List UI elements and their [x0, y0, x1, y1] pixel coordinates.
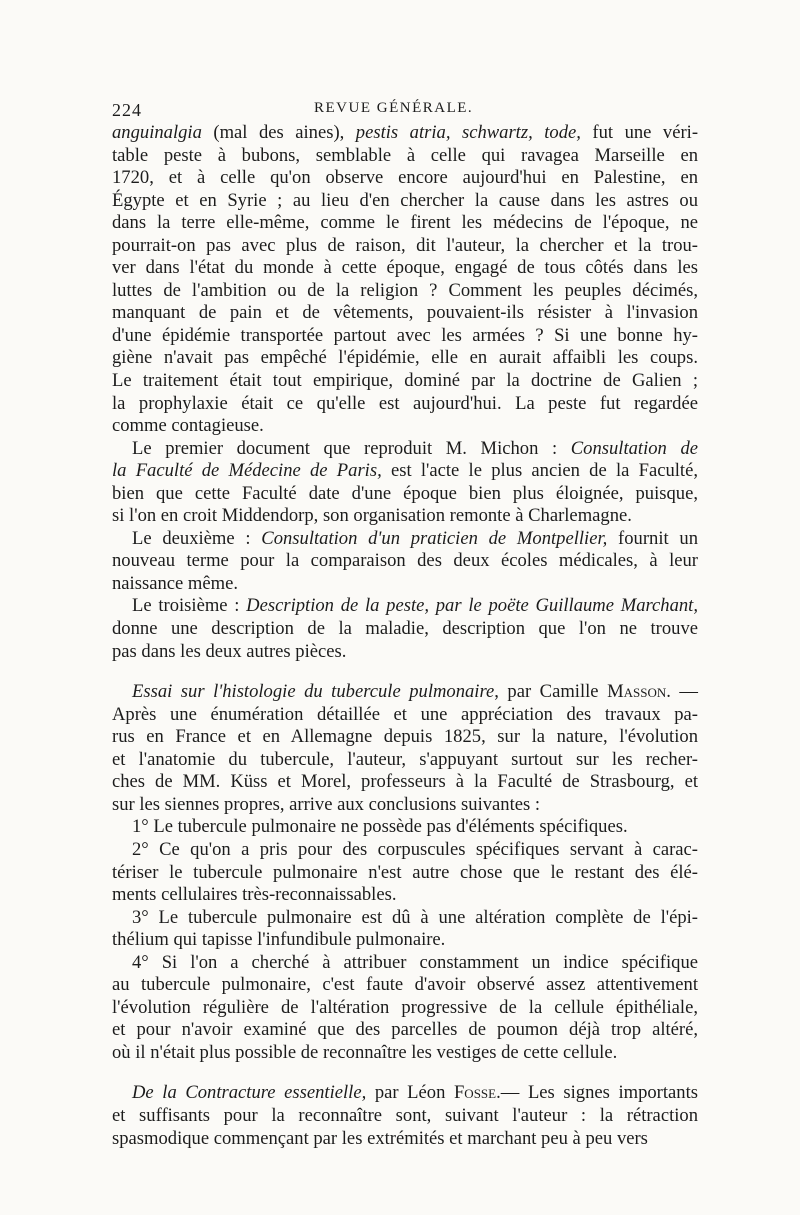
- text-line: [112, 280, 698, 303]
- body-text: [112, 122, 698, 1150]
- paragraph: [112, 528, 698, 596]
- text-line: [112, 1042, 698, 1065]
- text-line: [112, 528, 698, 551]
- text-line: [112, 122, 698, 145]
- text-segment: naissance même.: [112, 572, 238, 594]
- conclusion-item: [112, 952, 698, 1065]
- text-segment: l'évolution régulière de l'altération progressive de la cellule épithéliale,: [112, 996, 698, 1018]
- emphasis-text: la Faculté de Médecine de Paris,: [112, 460, 382, 482]
- text-line: [112, 839, 698, 862]
- text-line: [112, 505, 698, 528]
- text-line: [112, 641, 698, 664]
- text-segment: , par Camille: [494, 681, 608, 703]
- text-line: [112, 257, 698, 280]
- page: [112, 100, 698, 1150]
- text-line: [112, 974, 698, 997]
- text-line: [112, 145, 698, 168]
- text-segment: la prophylaxie était ce qu'elle est aujourd'hui. La peste fut regardée: [112, 392, 698, 414]
- text-segment: où il n'était plus possible de reconnaître les vestiges de cette cellule.: [112, 1041, 618, 1063]
- emphasis-text: pestis atria, schwartz, tode,: [355, 122, 581, 143]
- text-segment: nouveau terme pour la comparaison des deux écoles médicales, à leur: [112, 550, 698, 572]
- text-segment: ches de MM. Küss et Morel, professeurs à la Faculté de Strasbourg, et: [112, 771, 698, 793]
- text-line: [112, 235, 698, 258]
- conclusion-item: [112, 816, 698, 839]
- emphasis-text: anguinalgia: [112, 122, 202, 143]
- text-segment: ver dans l'état du monde à cette époque, engagé de tous côtés dans les: [112, 257, 698, 279]
- text-line: [112, 325, 698, 348]
- text-segment: thélium qui tapisse l'infundibule pulmonaire.: [112, 929, 446, 951]
- running-title: REVUE GÉNÉRALE.: [314, 100, 474, 116]
- text-line: [112, 952, 698, 975]
- paragraph: [112, 681, 698, 816]
- text-line: [112, 681, 698, 704]
- text-segment: 1° Le tubercule pulmonaire ne possède pas d'éléments spécifiques.: [132, 816, 628, 838]
- section-gap: [112, 663, 698, 681]
- text-segment: et pour n'avoir examiné que des parcelles de poumon déjà trop altéré,: [112, 1019, 698, 1041]
- text-line: [112, 347, 698, 370]
- text-segment: est l'acte le plus ancien de la Faculté,: [381, 460, 698, 482]
- text-segment: luttes de l'ambition ou de la religion ? Comment les peuples décimés,: [112, 279, 698, 301]
- text-segment: tériser le tubercule pulmonaire n'est autre chose que le restant des élé-: [112, 861, 698, 883]
- text-line: [112, 302, 698, 325]
- emphasis-text: Consultation d'un praticien de Montpellier,: [261, 527, 608, 549]
- text-segment: .— Les signes importants: [496, 1082, 698, 1104]
- emphasis-text: Description de la peste, par le poëte Guillaume Marchant,: [246, 595, 698, 617]
- text-segment: . —: [666, 681, 698, 703]
- text-segment: par Léon: [366, 1082, 454, 1104]
- page-number: 224: [112, 100, 142, 120]
- text-line: [112, 816, 698, 839]
- text-segment: pourrait-on pas avec plus de raison, dit l'auteur, la chercher et la trou-: [112, 234, 698, 256]
- emphasis-text: Consultation de: [570, 437, 698, 459]
- text-line: [112, 550, 698, 573]
- text-line: [112, 438, 698, 461]
- emphasis-text: De la Contracture essentielle,: [132, 1082, 367, 1104]
- text-segment: 2° Ce qu'on a pris pour des corpuscules spécifiques servant à carac-: [132, 838, 698, 860]
- text-segment: et suffisants pour la reconnaître sont, suivant l'auteur : la rétraction: [112, 1104, 698, 1126]
- emphasis-text: Masson: [607, 681, 667, 703]
- paragraph: [112, 122, 698, 438]
- text-segment: (mal des aines),: [201, 122, 356, 143]
- text-segment: bien que cette Faculté date d'une époque bien plus éloignée, puisque,: [112, 482, 698, 504]
- text-line: [112, 415, 698, 438]
- text-segment: 3° Le tubercule pulmonaire est dû à une altération complète de l'épi-: [132, 906, 698, 928]
- text-segment: donne une description de la maladie, description que l'on ne trouve: [112, 618, 698, 640]
- text-line: [112, 190, 698, 213]
- text-segment: Le troisième :: [132, 595, 247, 617]
- text-segment: sur les siennes propres, arrive aux conclusions suivantes :: [112, 793, 541, 815]
- text-segment: Après une énumération détaillée et une appréciation des travaux pa-: [112, 703, 698, 725]
- text-line: [112, 618, 698, 641]
- text-segment: table peste à bubons, semblable à celle qui ravagea Marseille en: [112, 144, 698, 166]
- text-segment: d'une épidémie transportée partout avec les armées ? Si une bonne hy-: [112, 324, 698, 346]
- text-line: [112, 862, 698, 885]
- text-segment: comme contagieuse.: [112, 415, 264, 437]
- emphasis-text: Essai sur l'histologie du tubercule pulmonaire: [132, 681, 495, 703]
- text-line: [112, 1019, 698, 1042]
- text-segment: Le premier document que reproduit M. Michon :: [132, 437, 571, 459]
- text-segment: si l'on en croit Middendorp, son organisation remonte à Charlemagne.: [112, 505, 632, 527]
- text-segment: fut une véri-: [580, 122, 699, 143]
- text-segment: giène n'avait pas empêché l'épidémie, elle en aurait affaibli les coups.: [112, 347, 698, 369]
- text-line: [112, 483, 698, 506]
- text-segment: fournit un: [607, 527, 698, 549]
- text-line: [112, 460, 698, 483]
- text-line: [112, 794, 698, 817]
- text-segment: rus en France et en Allemagne depuis 1825, sur la nature, l'évolution: [112, 726, 698, 748]
- text-line: [112, 884, 698, 907]
- text-segment: 1720, et à celle qu'on observe encore aujourd'hui en Palestine, en: [112, 167, 698, 189]
- conclusion-item: [112, 839, 698, 907]
- text-line: [112, 1128, 698, 1151]
- text-line: [112, 771, 698, 794]
- text-line: [112, 1105, 698, 1128]
- paragraph: [112, 595, 698, 663]
- text-segment: 4° Si l'on a cherché à attribuer constamment un indice spécifique: [132, 951, 698, 973]
- text-line: [112, 167, 698, 190]
- text-segment: pas dans les deux autres pièces.: [112, 640, 347, 662]
- text-line: [112, 370, 698, 393]
- text-segment: Le deuxième :: [132, 527, 262, 549]
- text-segment: manquant de pain et de vêtements, pouvaient-ils résister à l'invasion: [112, 302, 698, 324]
- running-head: [112, 100, 698, 122]
- text-line: [112, 997, 698, 1020]
- text-line: [112, 595, 698, 618]
- text-segment: au tubercule pulmonaire, c'est faute d'avoir observé assez attentivement: [112, 974, 698, 996]
- text-line: [112, 907, 698, 930]
- text-line: [112, 726, 698, 749]
- paragraph: [112, 1082, 698, 1150]
- emphasis-text: Fosse: [453, 1082, 497, 1104]
- text-line: [112, 212, 698, 235]
- text-segment: spasmodique commençant par les extrémités et marchant peu à peu vers: [112, 1127, 648, 1149]
- text-segment: Le traitement était tout empirique, dominé par la doctrine de Galien ;: [112, 370, 698, 392]
- conclusion-item: [112, 907, 698, 952]
- text-line: [112, 1082, 698, 1105]
- text-line: [112, 704, 698, 727]
- text-segment: ments cellulaires très-reconnaissables.: [112, 884, 397, 906]
- text-line: [112, 749, 698, 772]
- paragraph: [112, 438, 698, 528]
- section-gap: [112, 1064, 698, 1082]
- text-segment: et l'anatomie du tubercule, l'auteur, s'appuyant surtout sur les recher-: [112, 748, 698, 770]
- text-segment: dans la terre elle-même, comme le firent les médecins de l'époque, ne: [112, 212, 698, 234]
- text-line: [112, 393, 698, 416]
- text-segment: Égypte et en Syrie ; au lieu d'en chercher la cause dans les astres ou: [112, 189, 698, 211]
- text-line: [112, 929, 698, 952]
- text-line: [112, 573, 698, 596]
